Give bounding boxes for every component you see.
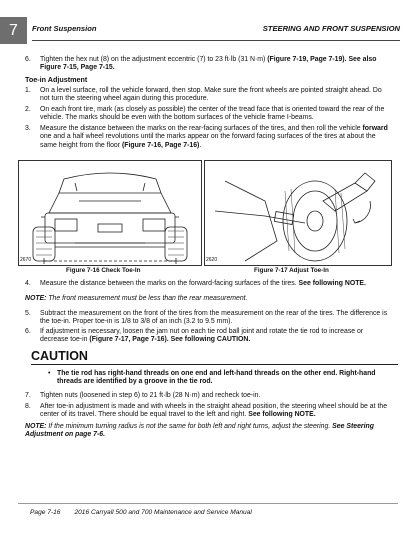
step-text: On each front tire, mark (as closely as possible) the center of the tread face that is oriented toward the rear of the vehicle. The marks should be even with the bottom surfaces of the vehicle frame I-beams. [40, 106, 385, 122]
see-also-reference: . See following CAUTION. [166, 336, 251, 344]
note-turning-radius [25, 423, 390, 440]
chapter-tab [0, 17, 27, 44]
page-number: Page 7-16 [30, 509, 61, 516]
bullet: • [48, 370, 51, 377]
step-text [40, 125, 390, 150]
header-rule [32, 40, 400, 41]
figure-reference: (Figure 7-16, Page 7-16) [121, 141, 200, 149]
step-number: 2. [25, 106, 31, 113]
figure-reference: (Figure 7-19, Page 7-19). [267, 56, 347, 63]
step-number: 6. [25, 328, 31, 335]
chapter-title: STEERING AND FRONT SUSPENSION [262, 24, 400, 33]
figure-reference: (Figure 7-17, Page 7-16) [89, 336, 167, 344]
see-also-reference: See also Figure 7-15, Page 7-15. [40, 56, 377, 72]
manual-title: 2016 Carryall 500 and 700 Maintenance and Service Manual [74, 509, 252, 516]
step-body: . [199, 141, 202, 149]
figure-id: 2620 [206, 257, 218, 263]
step-text [40, 328, 390, 345]
see-also-reference: See following NOTE. [298, 280, 366, 287]
step-number: 1. [25, 87, 31, 94]
step-body: After toe-in adjustment is made and with wheels in the straight ahead position, the steering wheel should be at the center of its travel. There should be equal travel to the left and right. [40, 403, 388, 419]
step-text [40, 56, 390, 73]
figure-adjust-toe-in [204, 160, 392, 266]
figure-check-toe-in [18, 160, 202, 266]
step-text: On a level surface, roll the vehicle forward, then stop. Make sure the front wheels are pointed straight ahead. Do not turn the steering wheel again during this procedure. [40, 87, 382, 103]
note-front-measurement [25, 295, 390, 303]
note-label: NOTE: [25, 423, 47, 430]
note-label: NOTE: [25, 295, 47, 302]
step-text [40, 403, 390, 420]
step-body: Measure the distance between the marks on the rear-facing surfaces of the tires, and then roll the vehicle [40, 125, 363, 132]
figure-id: 2670 [20, 257, 32, 263]
section-title: Front Suspension [32, 24, 97, 33]
step-number: 3. [25, 125, 31, 132]
step-number: 7. [25, 392, 31, 399]
step-body: one and a half wheel revolutions until the marks appear on the forward facing surfaces of the tires at about the same height from the floor [40, 133, 376, 149]
step-body: Measure the distance between the marks on the forward-facing surfaces of the tires. [40, 280, 299, 287]
step-number: 4. [25, 280, 31, 287]
step-number: 8. [25, 403, 31, 410]
step-text: Tighten nuts (loosened in step 6) to 21 ft·lb (28 N·m) and recheck toe-in. [40, 392, 261, 399]
page-header [32, 24, 400, 37]
figure-caption: Figure 7-17 Adjust Toe-In [254, 267, 329, 274]
emphasis: forward [362, 125, 388, 132]
caution-rule [31, 364, 398, 365]
caution-heading: CAUTION [31, 349, 88, 363]
toe-in-heading: Toe-in Adjustment [25, 75, 88, 84]
step-number: 6. [25, 56, 31, 63]
page-footer [30, 509, 266, 516]
see-also-reference: See Steering Adjustment on page 7-6. [25, 423, 374, 439]
caution-text: The tie rod has right-hand threads on one end and left-hand threads on the other end. Right-hand threads are identified by a groove in the tie rod. [57, 370, 376, 386]
step-number: 5. [25, 310, 31, 317]
step-text: Subtract the measurement on the front of the tires from the measurement on the rear of the tires. The difference is the toe-in. Proper toe-in is 1/8 to 3/8 of an inch (3.2 to 9.5 mm). [40, 310, 388, 326]
see-also-reference: See following NOTE. [248, 411, 316, 419]
step-body: If adjustment is necessary, loosen the jam nut on each tie rod ball joint and rotate the tie rod to increase or decrease toe-in [40, 328, 364, 344]
step-body: Tighten the hex nut (8) on the adjustment eccentric (7) to 23 ft·lb (31 N·m) [40, 56, 268, 63]
note-text: If the minimum turning radius is not the same for both left and right turns, adjust the steering. [46, 423, 333, 430]
figure-caption: Figure 7-16 Check Toe-In [66, 267, 141, 274]
step-text [40, 280, 390, 288]
tie-rod-adjustment-illustration [205, 161, 391, 265]
vehicle-front-illustration [19, 161, 201, 265]
chapter-number: 7 [9, 21, 18, 39]
footer-rule [18, 503, 398, 504]
note-text: The front measurement must be less than the rear measurement. [46, 295, 248, 302]
